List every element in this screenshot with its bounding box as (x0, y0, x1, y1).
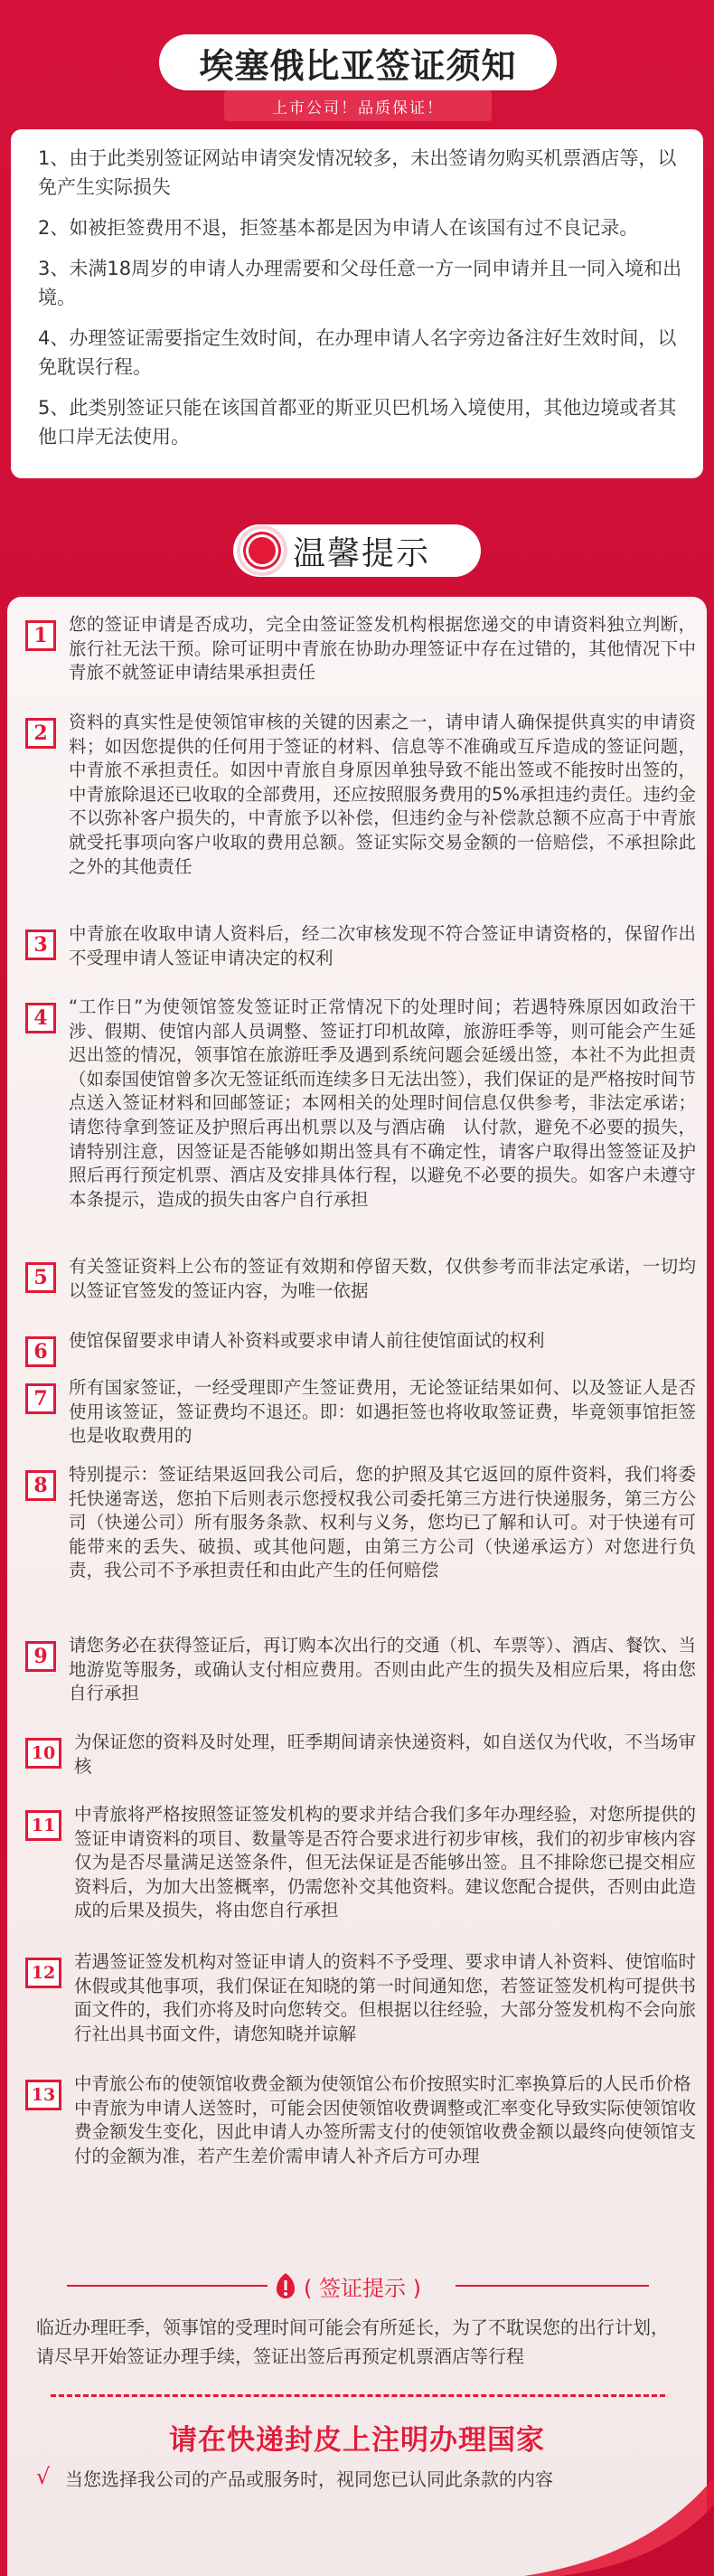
term-item (25, 1255, 696, 1303)
term-text: 您的签证申请是否成功，完全由签证签发机构根据您递交的申请资料独立判断，旅行社无法干预。除可证明中青旅在协助办理签证中存在过错的，其他情况下中青旅不就签证申请结果承担责任 (69, 614, 696, 684)
alert-icon (273, 2271, 298, 2300)
number-badge (25, 718, 56, 749)
term-item (25, 995, 696, 1212)
term-item (25, 1634, 696, 1706)
visa-tip-label: ( 签证提示 ) (304, 2276, 421, 2301)
notice-item: 1、由于此类别签证网站申请突发情况较多，未出签请勿购买机票酒店等，以免产生实际损失 (38, 147, 677, 198)
number-label: 2 (33, 722, 48, 745)
title-pill (159, 34, 557, 90)
term-text: 为保证您的资料及时处理，旺季期间请亲快递资料，如自送仅为代收，不当场审核 (74, 1731, 696, 1777)
number-badge (25, 620, 56, 651)
number-label: 1 (33, 624, 48, 647)
notice-item: 5、此类别签证只能在该国首都亚的斯亚贝巴机场入境使用，其他边境或者其他口岸无法使用。 (38, 397, 677, 448)
term-item (25, 711, 696, 879)
tips-heading (233, 524, 481, 577)
term-text: 特别提示：签证结果返回我公司后，您的护照及其它返回的原件资料，我们将委托快递寄送，您拍下后则表示您授权我公司委托第三方进行快递服务，第三方公司（快递公司）所有服务条款、权利与义务，您均已了解和认可。对于快递有可能带来的丢失、破损、或其他问题，由第三方公司（快递承运方）对您进行负责，我公司不予承担责任和由此产生的任何赔偿 (69, 1464, 696, 1581)
notice-item: 3、未满18周岁的申请人办理需要和父母任意一方一同申请并且一同入境和出境。 (38, 258, 682, 308)
number-badge (25, 929, 56, 960)
term-item (25, 1803, 696, 1923)
number-label: 10 (31, 1743, 56, 1763)
tips-heading-label: 温馨提示 (293, 534, 431, 572)
number-label: 6 (33, 1340, 48, 1363)
number-badge (25, 1383, 56, 1414)
term-item (25, 613, 696, 685)
number-badge (25, 1003, 56, 1033)
term-item (25, 922, 696, 970)
number-badge (25, 1810, 61, 1841)
term-text: 中青旅将严格按照签证签发机构的要求并结合我们多年办理经验，对您所提供的签证申请资料的项目、数量等是否符合要求进行初步审核，我们的初步审核内容仅为是否尽量满足送签条件，但无法保证是否能够出签。且不排除您已提交相应资料后，为加大出签概率，仍需您补交其他资料。建议您配合提供，否则由此造成的后果及损失，将由您自行承担 (74, 1804, 696, 1921)
number-label: 13 (31, 2085, 56, 2105)
number-label: 12 (31, 1963, 56, 1983)
number-badge (25, 1336, 56, 1367)
term-text: 资料的真实性是使领馆审核的关键的因素之一，请申请人确保提供真实的申请资料；如因您提供的任何用于签证的材料、信息等不准确或互斥造成的签证问题，中青旅不承担责任。如因中青旅自身原因单独导致不能出签或不能按时出签的，中青旅除退还已收取的全部费用，还应按照服务费用的5%承担违约责任。违约金不以弥补客户损失的，中青旅予以补偿，但违约金与补偿款总额不应高于中青旅就受托事项向客户收取的费用总额。签证实际交易金额的一倍赔偿，不承担除此之外的其他责任 (69, 712, 696, 877)
page-title: 埃塞俄比亚签证须知 (199, 45, 517, 86)
decorative-swoosh (524, 2477, 714, 2576)
term-item (25, 2072, 696, 2168)
term-item (25, 1329, 696, 1367)
term-item (25, 1950, 696, 2046)
number-badge (25, 1738, 61, 1769)
term-text: 所有国家签证，一经受理即产生签证费用，无论签证结果如何、以及签证人是否使用该签证，签证费均不退还。即：如遇拒签也将收取签证费，毕竟领事馆拒签也是收取费用的 (69, 1377, 696, 1447)
number-badge (25, 1641, 56, 1672)
term-item (25, 1463, 696, 1583)
number-label: 11 (31, 1816, 56, 1835)
page-subtitle: 上市公司！品质保证！ (272, 99, 444, 118)
subtitle-bar (224, 90, 492, 121)
term-text: 中青旅公布的使领馆收费金额为使领馆公布价按照实时汇率换算后的人民币价格 中青旅为申请人送签时，可能会因使领馆收费调整或汇率变化导致实际使领馆收费金额发生变化，因此申请人办签所需支付的使领馆收费金额以最终向使领馆支付的金额为准，若产生差价需申请人补齐后方可办理 (74, 2073, 696, 2166)
divider (456, 2285, 649, 2287)
check-icon: √ (36, 2464, 51, 2489)
express-notice: 请在快递封皮上注明办理国家 (169, 2424, 545, 2457)
number-badge (25, 1262, 56, 1293)
divider (67, 2285, 268, 2287)
term-text: “工作日”为使领馆签发签证时正常情况下的处理时间；若遇特殊原因如政治干涉、假期、使馆内部人员调整、签证打印机故障，旅游旺季等，则可能会产生延迟出签的情况，领事馆在旅游旺季及遇到系统问题会延缓出签，本社不为此担责（如泰国使馆曾多次无签证纸而连续多日无法出签），我们保证的是严格按时间节点送入签证材料和回邮签证；本网相关的处理时间信息仅供参考，非法定承诺；请您待拿到签证及护照后再出机票以及与酒店确 认付款，避免不必要的损失，请特别注意，因签证是否能够如期出签具有不确定性，请客户取得出签签证及护照后再行预定机票、酒店及安排具体行程，以避免不必要的损失。如客户未遵守本条提示，造成的损失由客户自行承担 (69, 996, 696, 1210)
number-label: 4 (33, 1006, 48, 1030)
number-label: 7 (33, 1387, 48, 1411)
dashed-divider (51, 2394, 665, 2397)
number-badge (25, 2080, 61, 2110)
number-label: 5 (33, 1266, 48, 1289)
term-text: 中青旅在收取申请人资料后，经二次审核发现不符合签证申请资格的，保留作出不受理申请人签证申请决定的权利 (69, 923, 696, 968)
number-label: 8 (33, 1474, 48, 1497)
number-badge (25, 1958, 61, 1988)
notice-item: 4、办理签证需要指定生效时间，在办理申请人名字旁边备注好生效时间，以免耽误行程。 (38, 327, 677, 378)
red-circle-icon (237, 525, 287, 576)
term-item (25, 1376, 696, 1448)
term-text: 若遇签证签发机构对签证申请人的资料不予受理、要求申请人补资料、使馆临时休假或其他事项，我们保证在知晓的第一时间通知您，若签证签发机构可提供书面文件的，我们亦将及时向您转交。但根据以往经验，大部分签发机构不会向旅行社出具书面文件，请您知晓并谅解 (74, 1951, 696, 2044)
visa-tip-text: 临近办理旺季，领事馆的受理时间可能会有所延长，为了不耽误您的出行计划，请尽早开始签证办理手续，签证出签后再预定机票酒店等行程 (36, 2317, 669, 2367)
number-label: 3 (33, 933, 48, 957)
term-text: 有关签证资料上公布的签证有效期和停留天数，仅供参考而非法定承诺，一切均以签证官签发的签证内容，为唯一依据 (69, 1256, 696, 1301)
notice-item: 2、如被拒签费用不退，拒签基本都是因为申请人在该国有过不良记录。 (38, 217, 639, 239)
number-badge (25, 1470, 56, 1501)
term-text: 使馆保留要求申请人补资料或要求申请人前往使馆面试的权利 (69, 1330, 545, 1351)
notice-box (11, 129, 703, 478)
term-text: 请您务必在获得签证后，再订购本次出行的交通（机、车票等）、酒店、餐饮、当地游览等服务，或确认支付相应费用。否则由此产生的损失及相应后果，将由您自行承担 (69, 1635, 696, 1704)
consent-text: 当您选择我公司的产品或服务时，视同您已认同此条款的内容 (65, 2468, 553, 2490)
term-item (25, 1731, 696, 1779)
number-label: 9 (33, 1645, 48, 1668)
